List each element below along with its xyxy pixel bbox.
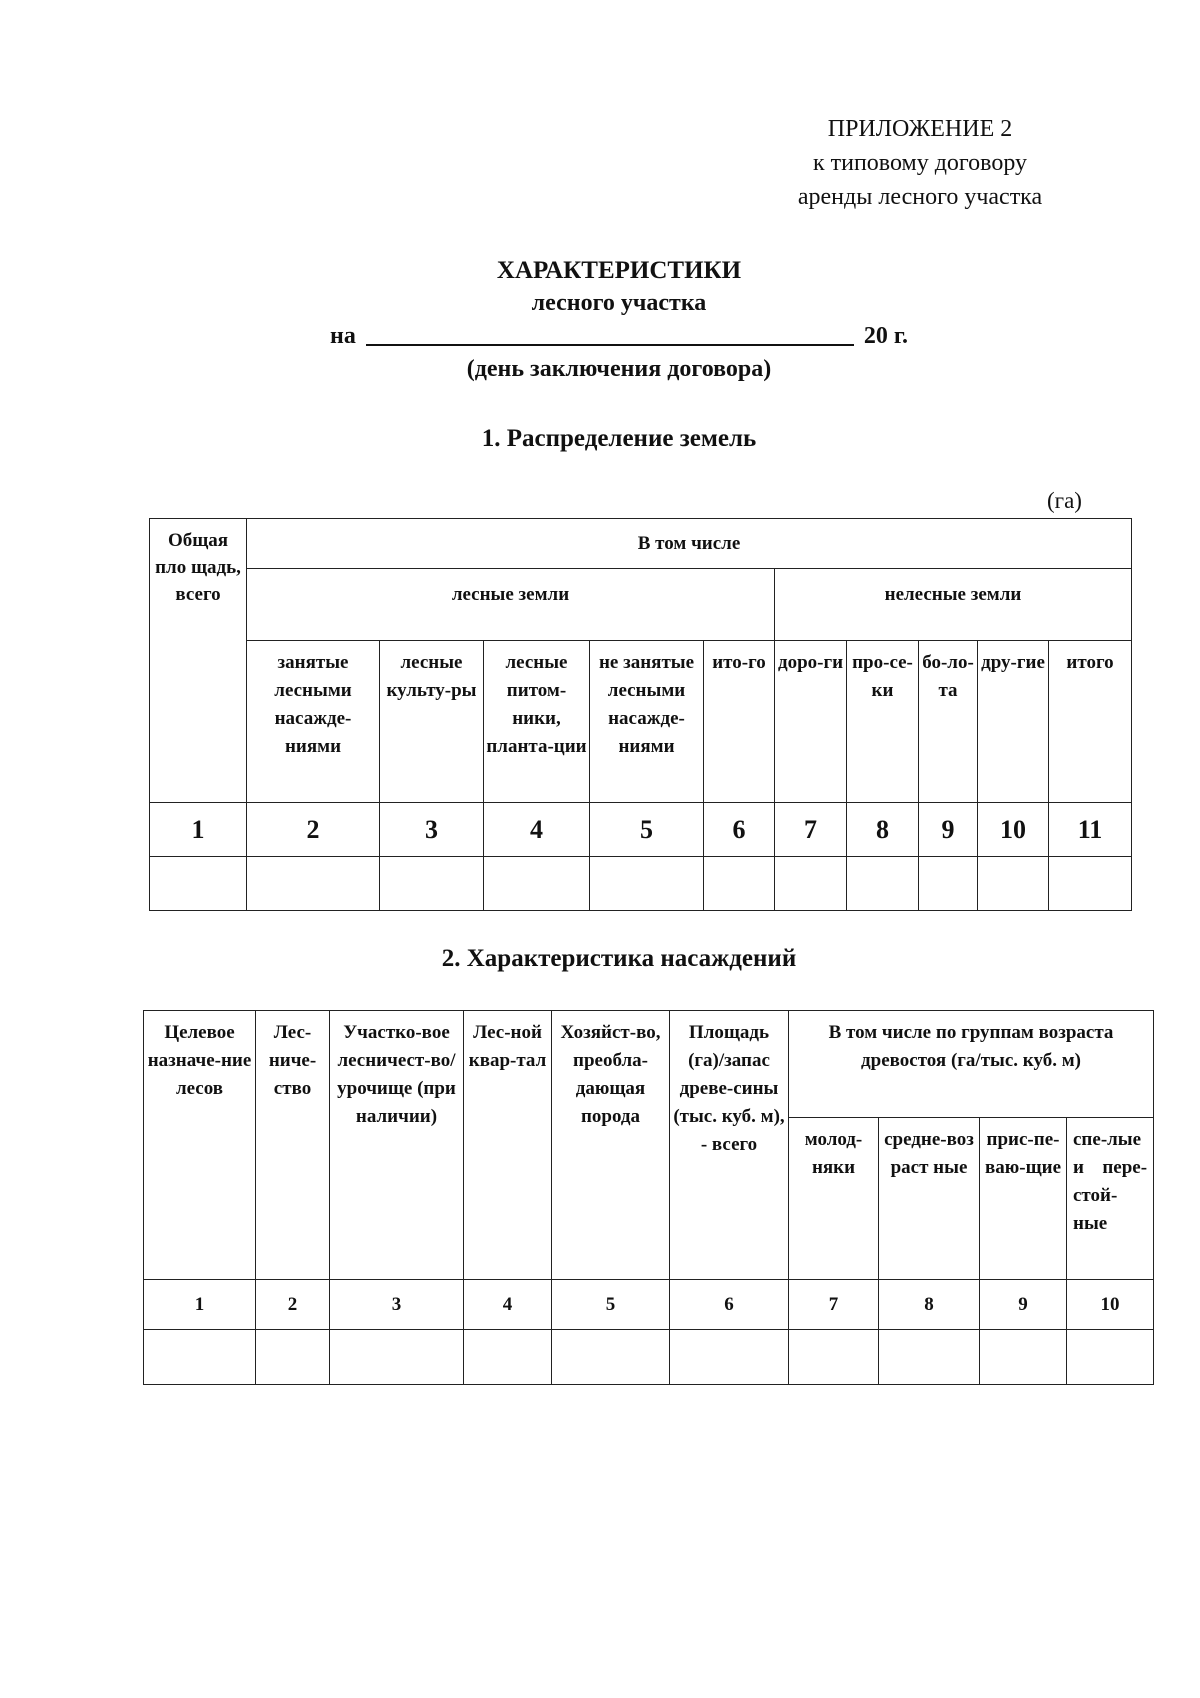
header-clearings: про-се-ки (847, 641, 919, 803)
empty-cell[interactable] (330, 1330, 464, 1385)
col-number: 7 (775, 803, 847, 857)
empty-cell[interactable] (590, 857, 704, 911)
section2-heading: 2. Характеристика насаждений (441, 945, 797, 972)
empty-cell[interactable] (144, 1330, 256, 1385)
header-quarter: Лес-ной квар-тал (464, 1011, 552, 1280)
header-middle-aged: средне-воз раст ные (879, 1118, 980, 1280)
col-number: 5 (590, 803, 704, 857)
header-forestry: Лес-ниче-ство (256, 1011, 330, 1280)
date-suffix: 20 г. (863, 323, 909, 349)
empty-cell[interactable] (256, 1330, 330, 1385)
date-prefix: на (329, 323, 356, 349)
col-number: 1 (150, 803, 247, 857)
header-forest-crops: лесные культу-ры (380, 641, 484, 803)
col-number: 9 (980, 1280, 1067, 1330)
document-subtitle: лесного участка (531, 290, 707, 316)
title-block (0, 254, 1200, 386)
stand-characteristics-table (143, 1010, 1154, 1385)
empty-cell[interactable] (789, 1330, 879, 1385)
document-title: ХАРАКТЕРИСТИКИ (496, 257, 742, 284)
land-distribution-table (149, 518, 1132, 911)
col-number: 10 (1067, 1280, 1154, 1330)
col-number: 11 (1049, 803, 1132, 857)
column-number-row (144, 1280, 1154, 1330)
empty-cell[interactable] (879, 1330, 980, 1385)
unit-label: (га) (1047, 488, 1082, 513)
empty-cell[interactable] (247, 857, 380, 911)
col-number: 6 (670, 1280, 789, 1330)
col-number: 3 (380, 803, 484, 857)
header-nurseries: лесные питом-ники, планта-ции (484, 641, 590, 803)
appendix-ref-line2: аренды лесного участка (797, 184, 1043, 210)
empty-cell[interactable] (1049, 857, 1132, 911)
empty-cell[interactable] (1067, 1330, 1154, 1385)
date-note: (день заключения договора) (466, 356, 772, 382)
col-number: 2 (256, 1280, 330, 1330)
empty-cell[interactable] (670, 1330, 789, 1385)
empty-cell[interactable] (978, 857, 1049, 911)
empty-cell[interactable] (704, 857, 775, 911)
header-mature: спе-лые и пере-стой-ные (1067, 1118, 1154, 1280)
col-number: 1 (144, 1280, 256, 1330)
header-not-occupied: не занятые лесными насажде-ниями (590, 641, 704, 803)
header-occupied: занятые лесными насажде-ниями (247, 641, 380, 803)
header-total-area: Общая пло щадь, всего (150, 519, 247, 803)
empty-cell[interactable] (484, 857, 590, 911)
empty-cell[interactable] (919, 857, 978, 911)
date-line (0, 320, 1200, 353)
header-maturing: прис-пе-ваю-щие (980, 1118, 1067, 1280)
empty-cell[interactable] (847, 857, 919, 911)
col-number: 4 (464, 1280, 552, 1330)
empty-cell[interactable] (980, 1330, 1067, 1385)
header-area-stock: Площадь (га)/запас древе-сины (тыс. куб. м), - всего (670, 1011, 789, 1280)
empty-cell[interactable] (552, 1330, 670, 1385)
header-nonforest-total: итого (1049, 641, 1132, 803)
column-number-row (150, 803, 1132, 857)
header-forest-total: ито-го (704, 641, 775, 803)
col-number: 7 (789, 1280, 879, 1330)
col-number: 10 (978, 803, 1049, 857)
header-forest-lands: лесные земли (247, 569, 775, 641)
table-row (150, 857, 1132, 911)
col-number: 8 (879, 1280, 980, 1330)
header-including: В том числе (247, 519, 1132, 569)
header-other: дру-гие (978, 641, 1049, 803)
header-economy: Хозяйст-во, преобла-дающая порода (552, 1011, 670, 1280)
col-number: 2 (247, 803, 380, 857)
header-young: молод-няки (789, 1118, 879, 1280)
appendix-ref-line1: к типовому договору (812, 150, 1028, 176)
header-age-groups: В том числе по группам возраста древостоя (га/тыс. куб. м) (789, 1011, 1154, 1118)
section1-heading: 1. Распределение земель (481, 425, 757, 452)
appendix-number: ПРИЛОЖЕНИЕ 2 (827, 116, 1013, 142)
col-number: 6 (704, 803, 775, 857)
header-nonforest-lands: нелесные земли (775, 569, 1132, 641)
empty-cell[interactable] (150, 857, 247, 911)
col-number: 3 (330, 1280, 464, 1330)
empty-cell[interactable] (464, 1330, 552, 1385)
date-blank-field[interactable] (366, 343, 854, 346)
table-row (144, 1330, 1154, 1385)
empty-cell[interactable] (380, 857, 484, 911)
header-roads: доро-ги (775, 641, 847, 803)
col-number: 5 (552, 1280, 670, 1330)
header-swamps: бо-ло-та (919, 641, 978, 803)
col-number: 4 (484, 803, 590, 857)
appendix-block (720, 112, 1120, 214)
col-number: 9 (919, 803, 978, 857)
empty-cell[interactable] (775, 857, 847, 911)
header-district-forestry: Участко-вое лесничест-во/ урочище (при наличии) (330, 1011, 464, 1280)
header-purpose: Целевое назначе-ние лесов (144, 1011, 256, 1280)
col-number: 8 (847, 803, 919, 857)
